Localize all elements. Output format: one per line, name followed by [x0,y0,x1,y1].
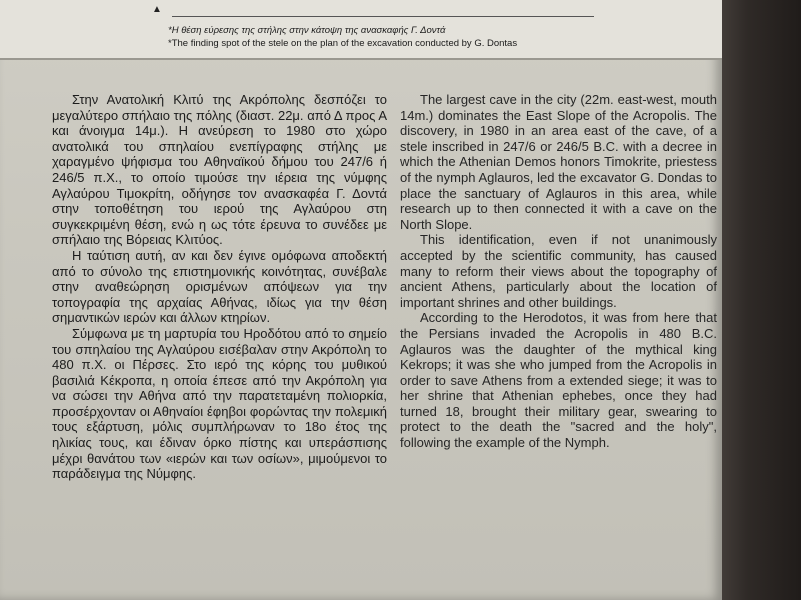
english-paragraph: The largest cave in the city (22m. east-west, mouth 14m.) dominates the East Slope of the Acropolis. The discovery, in 1980 in an area east of the cave, of a stele inscribed in 247/6 or 246/5 B.C. with a decree in which the Athenian Demos honors Timokrite, priestess of the nymph Aglauros, led the excavator G. Dondas to place the sanctuary of Aglauros in this area, while research up to then connected it with a cave on the North Slope. [400,92,717,232]
north-arrow-icon: ▲ [152,4,162,15]
caption-english: *The finding spot of the stele on the plan of the excavation conducted by G. Dontas [168,38,518,49]
greek-paragraph: Στην Ανατολική Κλιτύ της Ακρόπολης δεσπόζει το μεγαλύτερο σπήλαιο της πόλης (διαστ. 22μ. από Δ προς Α και άνοιγμα 14μ.). Η ανεύρεση το 1980 στο χώρο ανατολικά του σπηλαίου ενεπίγραφης στήλης με χαραγμένο ψήφισμα του Αθηναϊκού δήμου του 247/6 ή 246/5 π.Χ., το οποίο τιμούσε την ιέρεια της νύμφης Αγλαύρου Τιμοκρίτη, οδήγησε τον ανασκαφέα Γ. Δοντά στην τοποθέτηση του ιερού της Αγλαύρου στη συγκεκριμένη θέση, ενώ η ως τότε έρευνα το συνέδεε με σπήλαιο της Βόρειας Κλιτύος. [52,92,387,248]
caption-greek: *Η θέση εύρεσης της στήλης στην κάτοψη της ανασκαφής Γ. Δοντά [168,25,446,36]
plan-strip [0,0,722,60]
greek-paragraph: Σύμφωνα με τη μαρτυρία του Ηροδότου από το σημείο του σπηλαίου της Αγλαύρου εισέβαλαν στην Ακρόπολη το 480 π.Χ. οι Πέρσες. Στο ιερό της κόρης του μυθικού βασιλιά Κέκροπα, η οποία έπεσε από την Ακρόπολη για να σώσει την Αθήνα από την παρατεταμένη πολιορκία, προσέρχονταν οι Αθηναίοι έφηβοι φορώντας την πολεμική τους εξάρτυση, μόλις συμπλήρωναν το 18ο έτος της ηλικίας τους, και έδιναν όρκο πίστης και υπεράσπισης μέχρι θανάτου των «ιερών και των οσίων», μιμούμενοι το παράδειγμα της Νύμφης. [52,325,387,482]
rock-background [711,0,801,600]
greek-paragraph: Η ταύτιση αυτή, αν και δεν έγινε ομόφωνα αποδεκτή από το σύνολο της επιστημονικής κοινότητας, συνέβαλε στην αναθεώρηση ορισμένων απόψεων για την τοπογραφία της αρχαίας Αθήνας, ιδίως για την θέση σημαντικών ιερών και άλλων κτηρίων. [52,247,387,326]
english-text-column [400,92,717,451]
plan-line [172,16,594,17]
english-paragraph: According to the Herodotos, it was from here that the Persians invaded the Acropolis in 480 B.C. Aglauros was the daughter of the mythical king Kekrops; it was she who jumped from the Acropolis in order to save Athens from a extended siege; it was to her shrine that Athenian ephebes, once they had turned 18, brought their military gear, swearing to protect to the death the "sacred and the holy", following the example of the Nymph. [400,310,717,451]
english-paragraph: This identification, even if not unanimously accepted by the scientific community, has caused many to reform their views about the topography of ancient Athens, particularly about the location of important shrines and other buildings. [400,232,717,310]
greek-text-column [52,92,387,482]
